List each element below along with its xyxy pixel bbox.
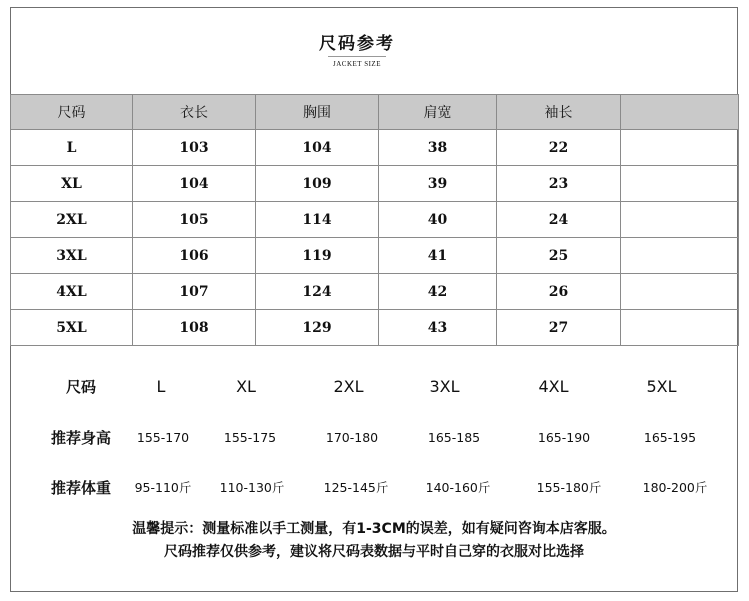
table-cell (621, 310, 739, 346)
size-value: 4XL (538, 377, 569, 396)
size-value: 2XL (333, 377, 364, 396)
height-value: 165-185 (427, 430, 481, 445)
table-cell: L (11, 130, 133, 166)
table-cell: 24 (497, 202, 621, 238)
table-cell: 42 (379, 274, 497, 310)
height-value: 170-180 (325, 430, 379, 445)
table-cell: 39 (379, 166, 497, 202)
column-header: 肩宽 (379, 95, 497, 130)
table-cell: 26 (497, 274, 621, 310)
chart-title: 尺码参考 (319, 34, 395, 54)
table-header-row (11, 95, 739, 130)
table-cell: 107 (133, 274, 256, 310)
size-value: XL (236, 377, 256, 396)
table-cell: 114 (256, 202, 379, 238)
height-value: 165-195 (643, 430, 697, 445)
weight-value: 180-200斤 (642, 480, 708, 495)
tip-line-2: 尺码推荐仅供参考，建议将尺码表数据与平时自己穿的衣服对比选择 (164, 544, 584, 560)
table-cell: 23 (497, 166, 621, 202)
table-cell: 27 (497, 310, 621, 346)
height-label: 推荐身高 (50, 429, 111, 447)
table-cell: 38 (379, 130, 497, 166)
table-cell: 124 (256, 274, 379, 310)
height-value: 155-170 (136, 430, 190, 445)
table-row (11, 238, 739, 274)
column-header (621, 95, 739, 130)
chart-header (10, 7, 738, 94)
table-cell: 2XL (11, 202, 133, 238)
height-value: 155-175 (223, 430, 277, 445)
size-value: 3XL (429, 377, 460, 396)
table-cell: 43 (379, 310, 497, 346)
table-cell: 129 (256, 310, 379, 346)
table-cell: 40 (379, 202, 497, 238)
recommend-weight-row (10, 476, 738, 500)
table-cell (621, 166, 739, 202)
weight-value: 95-110斤 (134, 480, 192, 495)
table-cell: 4XL (11, 274, 133, 310)
column-header: 尺码 (11, 95, 133, 130)
table-cell: 22 (497, 130, 621, 166)
weight-label: 推荐体重 (50, 479, 111, 497)
table-row (11, 274, 739, 310)
table-cell (621, 130, 739, 166)
recommend-size-row (10, 375, 738, 399)
title-divider (328, 56, 386, 57)
tip-line-1: 温馨提示：测量标准以手工测量，有1-3CM的误差，如有疑问咨询本店客服。 (132, 521, 616, 537)
table-row (11, 202, 739, 238)
size-value: 5XL (646, 377, 677, 396)
size-value: L (156, 377, 166, 396)
table-row (11, 166, 739, 202)
table-row (11, 310, 739, 346)
table-cell: 106 (133, 238, 256, 274)
size-table (10, 94, 739, 346)
table-cell: 103 (133, 130, 256, 166)
column-header: 胸围 (256, 95, 379, 130)
height-value: 165-190 (537, 430, 591, 445)
recommend-height-row (10, 426, 738, 450)
weight-value: 140-160斤 (425, 480, 491, 495)
table-cell: 108 (133, 310, 256, 346)
table-cell: 119 (256, 238, 379, 274)
weight-value: 110-130斤 (219, 480, 285, 495)
weight-value: 125-145斤 (323, 480, 389, 495)
table-cell (621, 274, 739, 310)
chart-subtitle: JACKET SIZE (333, 60, 381, 68)
table-cell: 41 (379, 238, 497, 274)
weight-value: 155-180斤 (536, 480, 602, 495)
table-cell: 3XL (11, 238, 133, 274)
table-cell: 109 (256, 166, 379, 202)
table-cell: 25 (497, 238, 621, 274)
table-cell: XL (11, 166, 133, 202)
table-cell: 105 (133, 202, 256, 238)
table-cell: 104 (256, 130, 379, 166)
table-cell (621, 202, 739, 238)
size-recommendation (10, 344, 738, 534)
column-header: 袖长 (497, 95, 621, 130)
size-label: 尺码 (65, 378, 96, 396)
column-header: 衣长 (133, 95, 256, 130)
table-cell: 104 (133, 166, 256, 202)
table-cell (621, 238, 739, 274)
table-cell: 5XL (11, 310, 133, 346)
table-row (11, 130, 739, 166)
